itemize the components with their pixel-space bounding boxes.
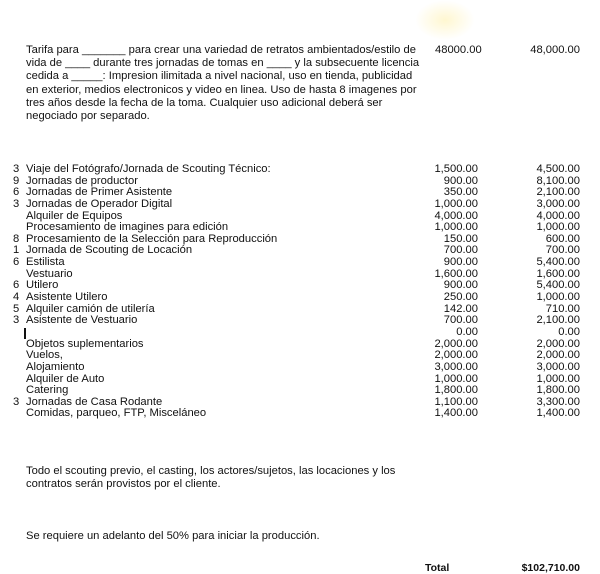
- line-item-row: [0, 292, 600, 304]
- line-item-description: Alojamiento: [26, 360, 85, 373]
- line-item-unit-price: 900.00: [443, 256, 478, 269]
- line-item-unit-price: 700.00: [443, 314, 478, 327]
- line-item-unit-price: 1,000.00: [434, 197, 478, 210]
- line-item-row: [0, 315, 600, 327]
- line-item-description: Viaje del Fotógrafo/Jornada de Scouting Técnico:: [26, 163, 271, 175]
- advance-payment-note: Se requiere un adelanto del 50% para iniciar la producción.: [26, 530, 320, 542]
- line-item-quantity: 5: [13, 302, 20, 315]
- line-item-row: [0, 164, 600, 176]
- line-item-description: Jornadas de Casa Rodante: [26, 395, 163, 408]
- line-item-row: [0, 245, 600, 257]
- line-item-description: Alquiler camión de utilería: [26, 302, 155, 315]
- line-item-unit-price: 900.00: [443, 279, 478, 292]
- line-item-description: Alquiler de Equipos: [26, 209, 123, 222]
- line-item-quantity: 8: [13, 232, 20, 245]
- line-item-unit-price: 1,800.00: [434, 384, 478, 397]
- line-item-unit-price: 1,100.00: [434, 395, 478, 408]
- line-item-quantity: 3: [13, 395, 20, 408]
- line-item-total: 0.00: [558, 325, 580, 338]
- line-item-quantity: 1: [13, 244, 20, 257]
- line-item-total: 2,000.00: [536, 337, 580, 350]
- line-item-row: [0, 339, 600, 351]
- line-item-row: [0, 408, 600, 420]
- line-item-total: 8,100.00: [536, 174, 580, 187]
- line-item-unit-price: 900.00: [443, 174, 478, 187]
- client-provisions-note: Todo el scouting previo, el casting, los actores/sujetos, las locaciones y los contratos serán provistos por el cliente.: [26, 465, 396, 491]
- line-item-total: 5,400.00: [536, 256, 580, 269]
- line-item-description: Utilero: [26, 279, 59, 292]
- line-item-unit-price: 1,400.00: [434, 407, 478, 420]
- line-item-total: 2,000.00: [536, 349, 580, 362]
- line-item-quantity: 3: [13, 314, 20, 327]
- line-item-quantity: 6: [13, 256, 20, 269]
- light-glare: [415, 0, 475, 40]
- line-item-total: 4,500.00: [536, 163, 580, 175]
- line-item-quantity: 3: [13, 163, 20, 175]
- line-item-quantity: 4: [13, 291, 20, 304]
- line-item-unit-price: 1,500.00: [434, 163, 478, 175]
- line-item-description: Alquiler de Auto: [26, 372, 105, 385]
- line-item-row: [0, 362, 600, 374]
- line-item-total: 1,600.00: [536, 267, 580, 280]
- line-item-total: 3,000.00: [536, 360, 580, 373]
- line-item-row: [0, 327, 600, 339]
- line-item-total: 2,100.00: [536, 186, 580, 199]
- line-item-total: 2,100.00: [536, 314, 580, 327]
- line-item-total: 1,800.00: [536, 384, 580, 397]
- line-item-total: 1,000.00: [536, 221, 580, 234]
- line-item-unit-price: 0.00: [456, 325, 478, 338]
- line-item-description: Jornada de Scouting de Locación: [26, 244, 193, 257]
- line-item-unit-price: 1,600.00: [434, 267, 478, 280]
- line-item-total: 3,000.00: [536, 197, 580, 210]
- intro-unit-price: 48000.00: [435, 44, 482, 56]
- line-item-description: Objetos suplementarios: [26, 337, 144, 350]
- line-item-row: [0, 199, 600, 211]
- line-item-description: Procesamiento de la Selección para Reproducción: [26, 232, 278, 245]
- line-items-list: [0, 164, 600, 420]
- line-item-description: Vuelos,: [26, 349, 63, 362]
- line-item-unit-price: 1,000.00: [434, 221, 478, 234]
- line-item-unit-price: 2,000.00: [434, 337, 478, 350]
- line-item-row: [0, 374, 600, 386]
- line-item-unit-price: 700.00: [443, 244, 478, 257]
- line-item-quantity: 3: [13, 197, 20, 210]
- line-item-quantity: 6: [13, 186, 20, 199]
- line-item-unit-price: 1,000.00: [434, 372, 478, 385]
- line-item-unit-price: 150.00: [443, 232, 478, 245]
- line-item-description: Asistente Utilero: [26, 291, 108, 304]
- line-item-total: 1,000.00: [536, 291, 580, 304]
- line-item-description: Asistente de Vestuario: [26, 314, 138, 327]
- line-item-unit-price: 2,000.00: [434, 349, 478, 362]
- line-item-row: [0, 269, 600, 281]
- line-item-quantity: 6: [13, 279, 20, 292]
- line-item-row: [0, 350, 600, 362]
- line-item-total: 700.00: [545, 244, 580, 257]
- line-item-description: Vestuario: [26, 267, 73, 280]
- line-item-total: 3,300.00: [536, 395, 580, 408]
- line-item-description: Procesamiento de imagines para edición: [26, 221, 229, 234]
- line-item-total: 1,400.00: [536, 407, 580, 420]
- line-item-unit-price: 4,000.00: [434, 209, 478, 222]
- intro-line-total: 48,000.00: [530, 44, 580, 56]
- intro-paragraph: Tarifa para _______ para crear una variedad de retratos ambientados/estilo de vida de ____ durante tres jornadas de tomas en ____ y la subsecuente licencia cedida a _____: Impresion ilimitada a nivel nacional, uso en tienda, publicidad en exterior, medios electronicos y video en linea. Uso de hasta 8 imagenes por tres años desde la fecha de la toma. Cualquier uso adicional deberá ser negociado por separado.: [26, 44, 420, 123]
- line-item-description: Jornadas de productor: [26, 174, 138, 187]
- total-value: $102,710.00: [521, 562, 580, 574]
- line-item-total: 1,000.00: [536, 372, 580, 385]
- line-item-quantity: 9: [13, 174, 20, 187]
- total-label: Total: [425, 562, 450, 574]
- line-item-description: Comidas, parqueo, FTP, Misceláneo: [26, 407, 207, 420]
- line-item-description: Catering: [26, 384, 69, 397]
- line-item-unit-price: 350.00: [443, 186, 478, 199]
- line-item-total: 5,400.00: [536, 279, 580, 292]
- line-item-row: [0, 257, 600, 269]
- line-item-total: 710.00: [545, 302, 580, 315]
- line-item-unit-price: 250.00: [443, 291, 478, 304]
- line-item-unit-price: 142.00: [443, 302, 478, 315]
- line-item-description: Estilista: [26, 256, 65, 269]
- line-item-unit-price: 3,000.00: [434, 360, 478, 373]
- line-item-description: Jornadas de Primer Asistente: [26, 186, 173, 199]
- line-item-total: 4,000.00: [536, 209, 580, 222]
- line-item-description: Jornadas de Operador Digital: [26, 197, 173, 210]
- line-item-total: 600.00: [545, 232, 580, 245]
